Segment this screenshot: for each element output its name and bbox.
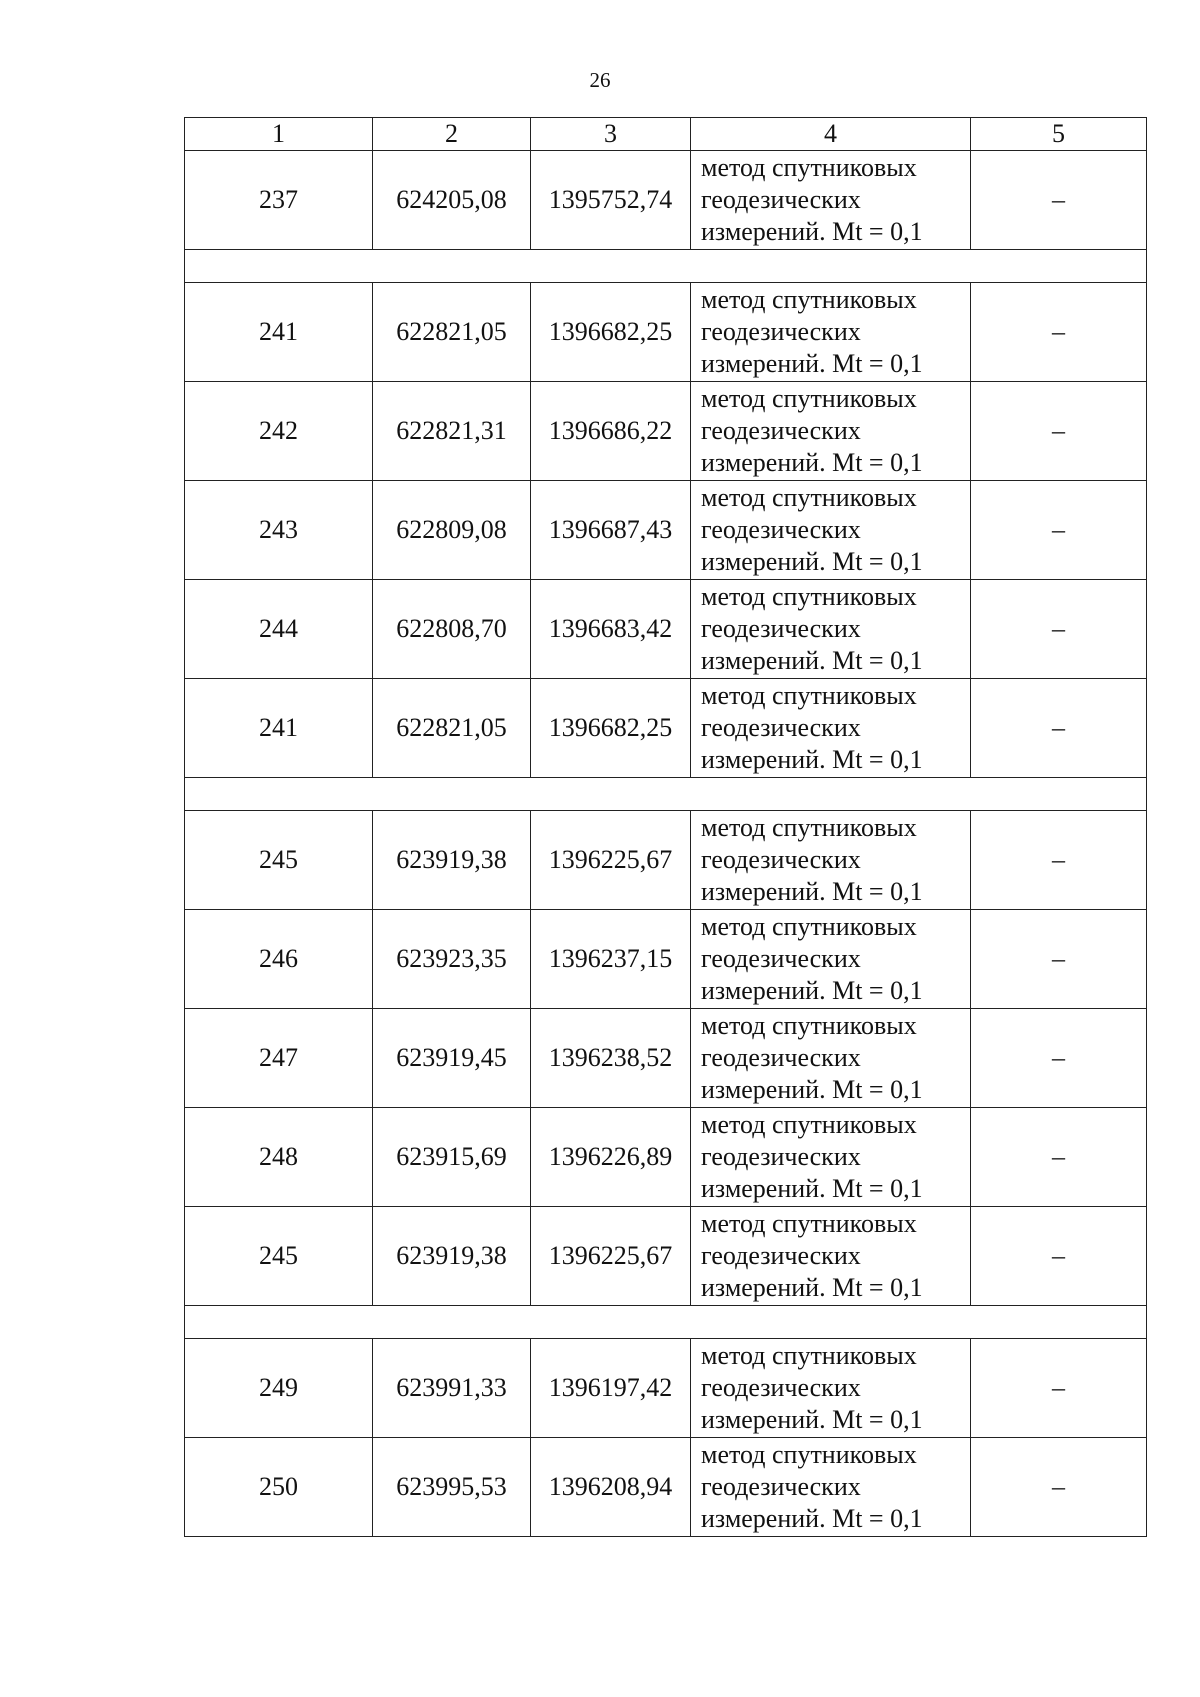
method-cell [691,1438,971,1537]
x-coordinate-cell: 623919,38 [373,811,531,910]
separator-cell [185,250,1147,283]
separator-row [185,250,1147,283]
table-body [185,118,1147,1537]
method-cell [691,283,971,382]
method-line: геодезических [701,845,861,874]
method-line: метод спутниковых [701,384,917,413]
table-row [185,811,1147,910]
method-cell [691,580,971,679]
x-coordinate-cell: 623919,45 [373,1009,531,1108]
point-number-cell: 237 [185,151,373,250]
note-cell: – [971,1339,1147,1438]
point-number-cell: 241 [185,283,373,382]
y-coordinate-cell: 1396225,67 [531,1207,691,1306]
method-cell [691,1009,971,1108]
point-number-cell: 247 [185,1009,373,1108]
y-coordinate-cell: 1396225,67 [531,811,691,910]
method-line: измерений. Mt = 0,1 [701,217,923,246]
method-line: геодезических [701,416,861,445]
y-coordinate-cell: 1396682,25 [531,679,691,778]
x-coordinate-cell: 624205,08 [373,151,531,250]
method-line: геодезических [701,614,861,643]
method-line: геодезических [701,713,861,742]
note-cell: – [971,679,1147,778]
y-coordinate-cell: 1396197,42 [531,1339,691,1438]
method-line: метод спутниковых [701,1110,917,1139]
y-coordinate-cell: 1396687,43 [531,481,691,580]
header-cell: 1 [185,118,373,151]
point-number-cell: 243 [185,481,373,580]
note-cell: – [971,1207,1147,1306]
method-cell [691,679,971,778]
table-row [185,1207,1147,1306]
method-cell [691,481,971,580]
method-line: измерений. Mt = 0,1 [701,547,923,576]
table-row [185,1339,1147,1438]
method-line: измерений. Mt = 0,1 [701,745,923,774]
method-line: метод спутниковых [701,1209,917,1238]
page-number: 26 [589,68,611,92]
method-line: метод спутниковых [701,912,917,941]
method-cell [691,1339,971,1438]
method-line: измерений. Mt = 0,1 [701,448,923,477]
separator-cell [185,1306,1147,1339]
separator-cell [185,778,1147,811]
y-coordinate-cell: 1395752,74 [531,151,691,250]
method-line: геодезических [701,1043,861,1072]
method-line: геодезических [701,515,861,544]
table-row [185,1108,1147,1207]
point-number-cell: 245 [185,811,373,910]
table-row [185,382,1147,481]
method-line: метод спутниковых [701,681,917,710]
table-row [185,1009,1147,1108]
note-cell: – [971,1009,1147,1108]
y-coordinate-cell: 1396208,94 [531,1438,691,1537]
table-row [185,1438,1147,1537]
table-row [185,283,1147,382]
y-coordinate-cell: 1396237,15 [531,910,691,1009]
separator-row [185,1306,1147,1339]
y-coordinate-cell: 1396686,22 [531,382,691,481]
note-cell: – [971,481,1147,580]
method-line: метод спутниковых [701,1341,917,1370]
method-cell [691,910,971,1009]
method-line: метод спутниковых [701,153,917,182]
header-cell: 3 [531,118,691,151]
method-line: измерений. Mt = 0,1 [701,349,923,378]
method-line: геодезических [701,1472,861,1501]
x-coordinate-cell: 623995,53 [373,1438,531,1537]
header-cell: 2 [373,118,531,151]
table-row [185,580,1147,679]
x-coordinate-cell: 623919,38 [373,1207,531,1306]
method-line: измерений. Mt = 0,1 [701,1504,923,1533]
point-number-cell: 244 [185,580,373,679]
point-number-cell: 246 [185,910,373,1009]
point-number-cell: 241 [185,679,373,778]
method-line: метод спутниковых [701,1440,917,1469]
x-coordinate-cell: 622821,31 [373,382,531,481]
method-cell [691,382,971,481]
y-coordinate-cell: 1396238,52 [531,1009,691,1108]
method-line: измерений. Mt = 0,1 [701,1174,923,1203]
method-line: измерений. Mt = 0,1 [701,646,923,675]
method-line: геодезических [701,185,861,214]
note-cell: – [971,283,1147,382]
x-coordinate-cell: 622809,08 [373,481,531,580]
table-row [185,151,1147,250]
x-coordinate-cell: 623915,69 [373,1108,531,1207]
point-number-cell: 248 [185,1108,373,1207]
x-coordinate-cell: 622808,70 [373,580,531,679]
x-coordinate-cell: 623923,35 [373,910,531,1009]
method-line: метод спутниковых [701,1011,917,1040]
header-cell: 4 [691,118,971,151]
y-coordinate-cell: 1396682,25 [531,283,691,382]
header-cell: 5 [971,118,1147,151]
note-cell: – [971,1108,1147,1207]
method-cell [691,1108,971,1207]
point-number-cell: 250 [185,1438,373,1537]
coordinates-table [184,117,1147,1537]
note-cell: – [971,1438,1147,1537]
method-line: геодезических [701,1241,861,1270]
method-line: метод спутниковых [701,813,917,842]
y-coordinate-cell: 1396226,89 [531,1108,691,1207]
point-number-cell: 242 [185,382,373,481]
method-line: измерений. Mt = 0,1 [701,976,923,1005]
note-cell: – [971,382,1147,481]
method-cell [691,151,971,250]
header-row [185,118,1147,151]
point-number-cell: 249 [185,1339,373,1438]
method-cell [691,1207,971,1306]
x-coordinate-cell: 622821,05 [373,679,531,778]
note-cell: – [971,910,1147,1009]
x-coordinate-cell: 623991,33 [373,1339,531,1438]
method-line: измерений. Mt = 0,1 [701,877,923,906]
method-line: измерений. Mt = 0,1 [701,1273,923,1302]
method-line: геодезических [701,1142,861,1171]
table-row [185,481,1147,580]
method-line: геодезических [701,317,861,346]
note-cell: – [971,811,1147,910]
method-line: метод спутниковых [701,483,917,512]
x-coordinate-cell: 622821,05 [373,283,531,382]
method-line: измерений. Mt = 0,1 [701,1075,923,1104]
note-cell: – [971,151,1147,250]
point-number-cell: 245 [185,1207,373,1306]
method-line: метод спутниковых [701,582,917,611]
table-row [185,910,1147,1009]
method-line: геодезических [701,944,861,973]
note-cell: – [971,580,1147,679]
method-line: метод спутниковых [701,285,917,314]
y-coordinate-cell: 1396683,42 [531,580,691,679]
method-cell [691,811,971,910]
method-line: измерений. Mt = 0,1 [701,1405,923,1434]
table-row [185,679,1147,778]
method-line: геодезических [701,1373,861,1402]
separator-row [185,778,1147,811]
